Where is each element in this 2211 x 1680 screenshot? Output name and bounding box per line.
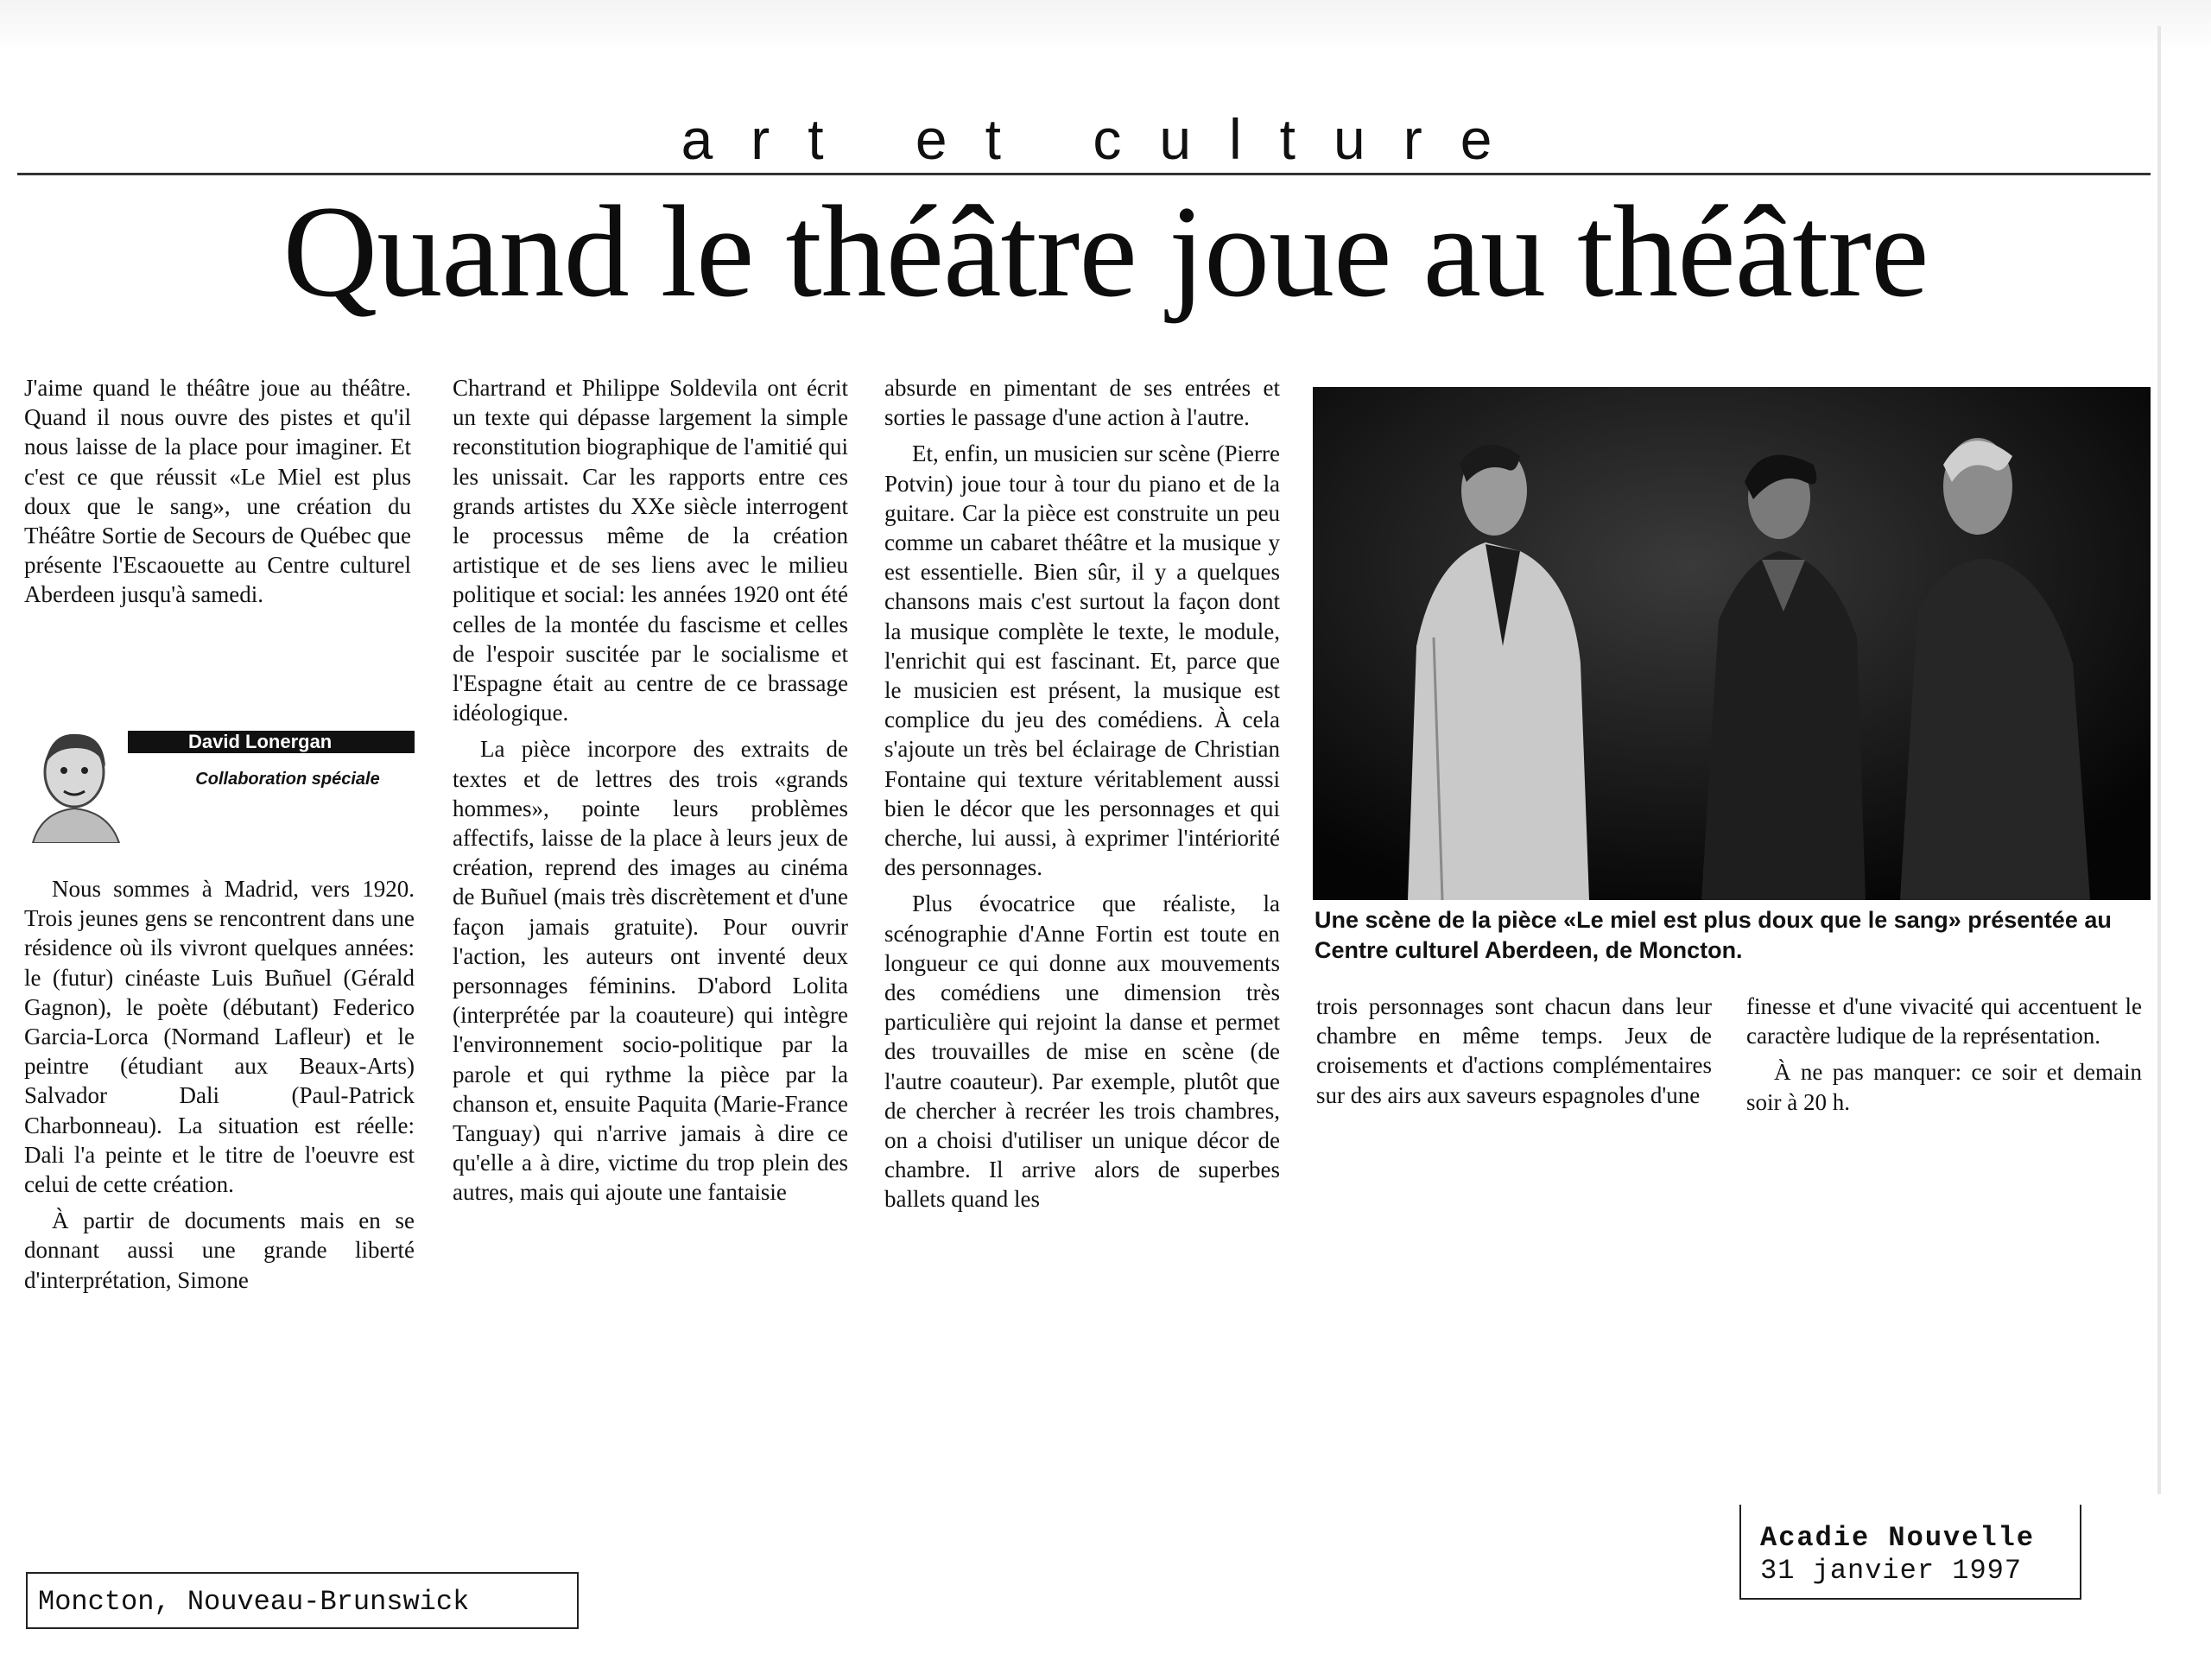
article-column-2: [453, 373, 848, 1208]
paragraph: Chartrand et Philippe Soldevila ont écrit un texte qui dépasse largement la simple reconstitution biographique de l'amitié qui les unissait. Car les rapports entre ces grands artistes du XXe siècle interrogent le processus même de la création artistique et de ses liens avec le milieu politique et social: les années 1920 ont été celles de la montée du fascisme et celles de l'espoir suscitée par le socialisme et l'Espagne était au centre de ce brassage idéologique.: [453, 375, 848, 726]
paragraph: La pièce incorpore des extraits de textes et de lettres des trois «grands hommes», pointe leurs problèmes affectifs, laisse de la place à leurs jeux de création, reprend des images au cinéma de Buñuel (mais très discrètement et d'une façon jamais gratuite). Pour ouvrir l'action, les auteurs ont inventé deux personnages féminins. D'abord Lolita (interprétée par la coauteure) qui intègre l'environnement socio-politique par la parole et qui rythme la pièce par la chanson et, ensuite Paquita (Marie-France Tanguay) qui n'arrive jamais à dire ce qu'elle a à dire, victime du trop plein des autres, mais qui ajoute une fantaisie: [453, 736, 848, 1206]
stage-photo-image: [1313, 387, 2151, 900]
paragraph: Nous sommes à Madrid, vers 1920. Trois jeunes gens se rencontrent dans une résidence où ils vivront quelques années: le (futur) cinéaste Luis Buñuel (Gérald Gagnon), le poète (débutant) Federico Garcia-Lorca (Normand Lafleur) et le peintre (étudiant aux Beaux-Arts) Salvador Dali (Paul-Patrick Charbonneau). La situation est réelle: Dali l'a peinte et le titre de l'oeuvre est celui de cette création.: [24, 876, 415, 1198]
paragraph: À ne pas manquer: ce soir et demain soir à 20 h.: [1746, 1059, 2142, 1115]
author-name: David Lonergan: [188, 731, 333, 752]
publication-date: 31 janvier 1997: [1760, 1555, 2023, 1587]
publication-stamp: [1739, 1505, 2081, 1600]
paragraph: trois personnages sont chacun dans leur chambre en même temps. Jeux de croisements et d'actions complémentaires sur des airs aux saveurs espagnoles d'une: [1316, 993, 1712, 1108]
article-column-5: [1746, 992, 2142, 1117]
paragraph: Plus évocatrice que réaliste, la scénographie d'Anne Fortin est toute en longueur ce qui donne aux mouvements des comédiens une dimension très particulière qui rejoint la danse et permet des trouvailles de mise en scène (de l'autre coauteur). Par exemple, plutôt que de chercher à recréer les trois chambres, on a choisi d'utiliser un unique décor de chambre. Il arrive alors de superbes ballets quand les: [884, 891, 1280, 1213]
section-header: art et culture: [681, 107, 1530, 171]
article-column-4: [1316, 992, 1712, 1110]
author-role: Collaboration spéciale: [195, 770, 380, 789]
header-rule: [17, 173, 2151, 175]
location-stamp: Moncton, Nouveau-Brunswick: [26, 1572, 579, 1629]
article-column-1-body: [24, 874, 415, 1295]
article-column-1: [24, 373, 411, 610]
paragraph: finesse et d'une vivacité qui accentuent le caractère ludique de la représentation.: [1746, 993, 2142, 1049]
article-column-3: [884, 373, 1280, 1214]
photo-caption: Une scène de la pièce «Le miel est plus doux que le sang» présentée au Centre culturel Aberdeen, de Moncton.: [1315, 907, 2112, 963]
publication-name: Acadie Nouvelle: [1760, 1522, 2036, 1554]
headline: Quand le théâtre joue au théâtre: [282, 179, 1929, 324]
author-portrait: [24, 722, 128, 843]
paragraph: absurde en pimentant de ses entrées et sorties le passage d'une action à l'autre.: [884, 375, 1280, 431]
stage-photo: [1313, 387, 2151, 900]
byline: [24, 722, 415, 860]
paragraph: À partir de documents mais en se donnant aussi une grande liberté d'interprétation, Simone: [24, 1208, 415, 1293]
scan-shading: [0, 0, 2211, 52]
paragraph: Et, enfin, un musicien sur scène (Pierre Potvin) joue tour à tour du piano et de la guitare. Car la pièce est construite un peu comme un cabaret théâtre et la musique y est essentielle. Bien sûr, il y a quelques chansons mais c'est surtout la façon dont la musique complète le texte, le module, l'enrichit qui est fascinant. Et, parce que le musicien est présent, la musique est complice du jeu des comédiens. À cela s'ajoute un très bel éclairage de Christian Fontaine qui texture véritablement aussi bien le décor que les personnages et qui cherche, lui aussi, à exprimer l'intériorité des personnages.: [884, 441, 1280, 881]
intro-paragraph: J'aime quand le théâtre joue au théâtre. Quand il nous ouvre des pistes et qu'il nous laisse de la place pour imaginer. Et c'est ce que réussit «Le Miel est plus doux que le sang», une création du Théâtre Sortie de Secours de Québec que présente l'Escaouette au Centre culturel Aberdeen jusqu'à samedi.: [24, 375, 411, 608]
